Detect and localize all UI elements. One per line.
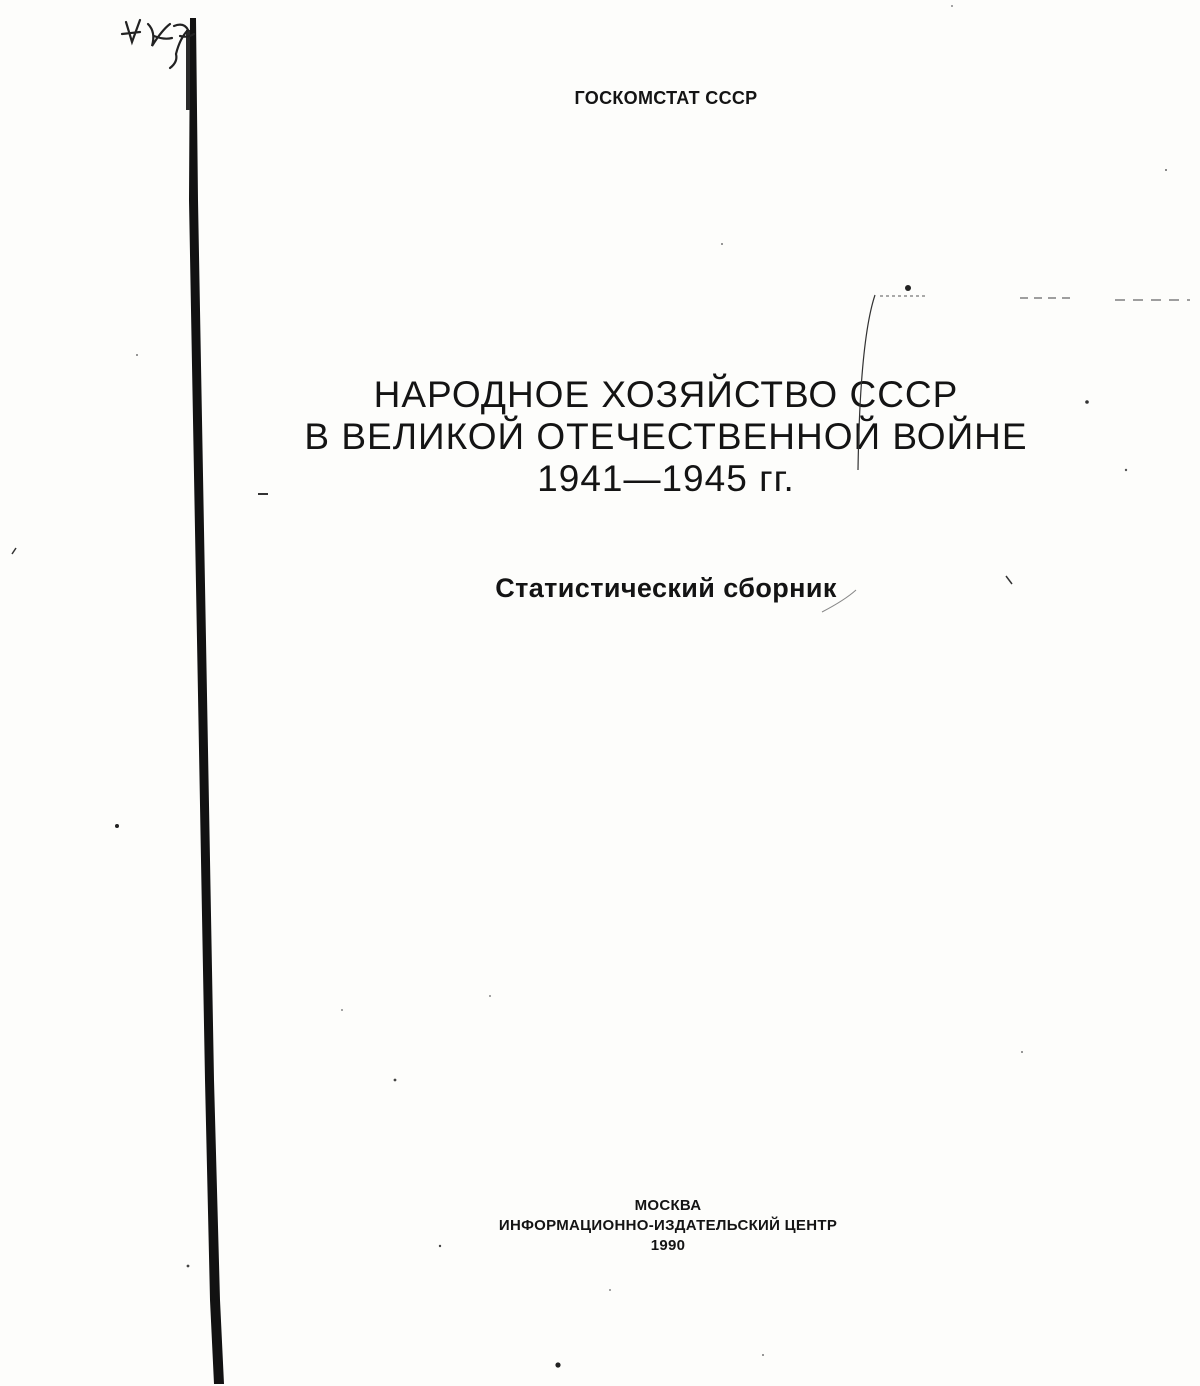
handwritten-mark <box>118 12 208 72</box>
title-line-2: В ВЕЛИКОЙ ОТЕЧЕСТВЕННОЙ ВОЙНЕ <box>304 416 1028 457</box>
subtitle: Статистический сборник <box>495 573 837 603</box>
title-line-1: НАРОДНОЕ ХОЗЯЙСТВО СССР <box>373 374 959 415</box>
title-line-3: 1941—1945 гг. <box>537 458 795 499</box>
imprint-publisher: ИНФОРМАЦИОННО-ИЗДАТЕЛЬСКИЙ ЦЕНТР <box>498 1217 838 1234</box>
imprint-year: 1990 <box>650 1237 686 1254</box>
imprint <box>0 1196 1200 1256</box>
publisher-header: ГОСКОМСТАТ СССР <box>574 88 758 108</box>
imprint-city: МОСКВА <box>634 1197 702 1214</box>
book-title <box>0 374 1200 500</box>
